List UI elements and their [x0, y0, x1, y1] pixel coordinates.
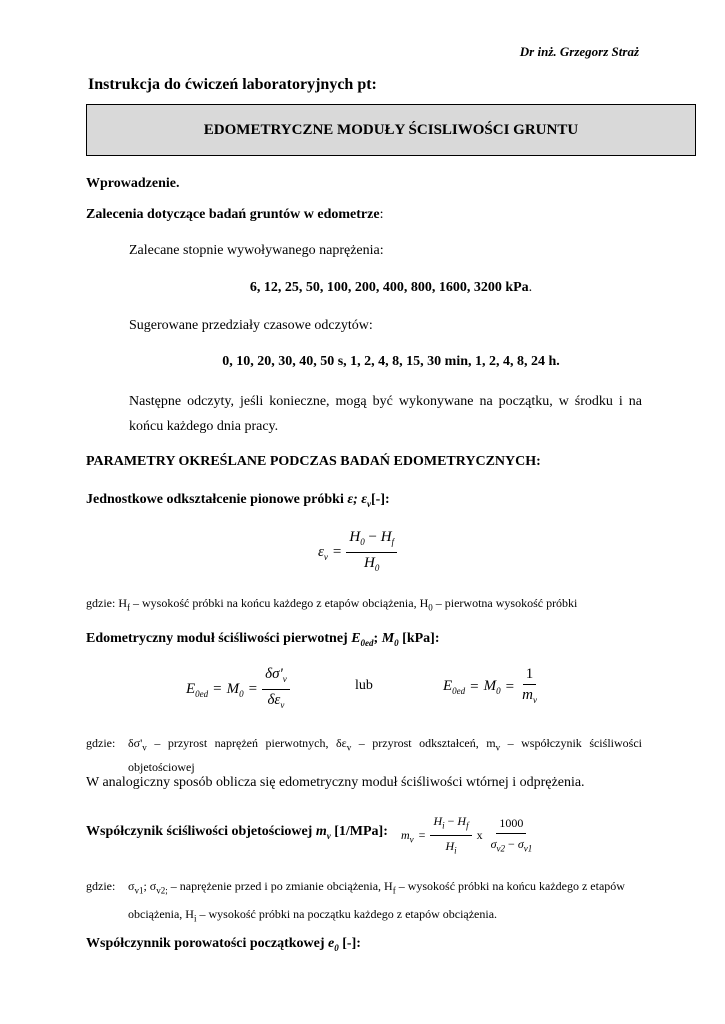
strain-formula: $\varepsilon_v$ = $\frac{H_0 - H_f}{H_0}$ — [318, 528, 397, 577]
mv-where-note: gdzie: $\sigma_{v1}$; $\sigma_{v2;}$ – naprężenie przed i po zmianie obciążenia, $H_f$ – wysokość próbki na końcu każdego z etapów obciążenia, $H_i$ – wysokość próbki na początku każdego z etapów obciążenia. — [86, 879, 625, 924]
next-readings-paragraph: Następne odczyty, jeśli konieczne, mogą być wykonywane na początku, w środku i na końcu każdego dnia pracy. — [129, 394, 642, 434]
stress-values: 6, 12, 25, 50, 100, 200, 400, 800, 1600, 3200 kPa. — [249, 280, 533, 295]
strain-fraction: $\frac{H_0 - H_f}{H_0}$ — [346, 528, 397, 577]
recommendations-heading: Zalecenia dotyczące badań gruntów w edometrze: — [86, 207, 384, 222]
document-title: Instrukcja do ćwiczeń laboratoryjnych pt: — [88, 76, 377, 93]
main-title: EDOMETRYCZNE MODUŁY ŚCISLIWOŚCI GRUNTU — [203, 121, 579, 138]
primary-modulus-formula-1: $E_{0ed}$ = $M_0$ = $\frac{\delta\sigma'_v}{\delta\varepsilon_v}$ — [186, 665, 290, 714]
strain-symbol: ε; $\varepsilon_v$ — [347, 492, 372, 509]
primary-modulus-where-note: gdzie: $\delta\sigma'_v$ – przyrost naprężeń pierwotnych, $\delta\varepsilon_v$ – przyrost odkształceń, $m_v$ – współczynik ściśliwości objetościowej — [86, 736, 642, 775]
strain-heading: Jednostkowe odkształcenie pionowe próbki ε; $\varepsilon_v[-]$: — [86, 492, 390, 509]
stress-label: Zalecane stopnie wywoływanego naprężenia: — [129, 243, 384, 258]
analog-sentence: W analogiczny sposób oblicza się edometryczny moduł ściśliwości wtórnej i odprężenia. — [86, 775, 585, 790]
main-title-box — [86, 104, 696, 156]
intro-heading: Wprowadzenie. — [86, 176, 180, 191]
time-label: Sugerowane przedziały czasowe odczytów: — [129, 318, 373, 333]
time-values: 0, 10, 20, 30, 40, 50 s, 1, 2, 4, 8, 15, 30 min, 1, 2, 4, 8, 24 h. — [222, 354, 560, 369]
primary-modulus-heading: Edometryczny moduł ściśliwości pierwotnej $E_{0ed}$; $M_0$ [kPa]: — [86, 631, 440, 648]
mv-heading: Współczynik ściśliwości objetościowej $m_v$ [1/MPa]: — [86, 824, 388, 841]
primary-modulus-formula-2: $E_{0ed}$ = $M_0$ = $\frac{1}{m_v}$ — [443, 666, 537, 705]
or-label: lub — [355, 678, 373, 693]
mv-formula: $m_v$ = $\frac{H_i - H_f}{H_i}$ x $\frac{1000}{\sigma_{v2} - \sigma_{v1}}$ — [401, 814, 533, 856]
strain-lhs: $\varepsilon_v$ — [318, 543, 328, 562]
author-name: Dr inż. Grzegorz Straż — [519, 44, 639, 59]
porosity-heading: Współczynnik porowatości początkowej $e_0$ [-]: — [86, 936, 361, 953]
strain-where-note: gdzie: $H_f$ – wysokość próbki na końcu każdego z etapów obciążenia, $H_0$ – pierwotna wysokość próbki — [86, 596, 578, 613]
parameters-heading: PARAMETRY OKREŚLANE PODCZAS BADAŃ EDOMETRYCZNYCH: — [86, 454, 541, 469]
